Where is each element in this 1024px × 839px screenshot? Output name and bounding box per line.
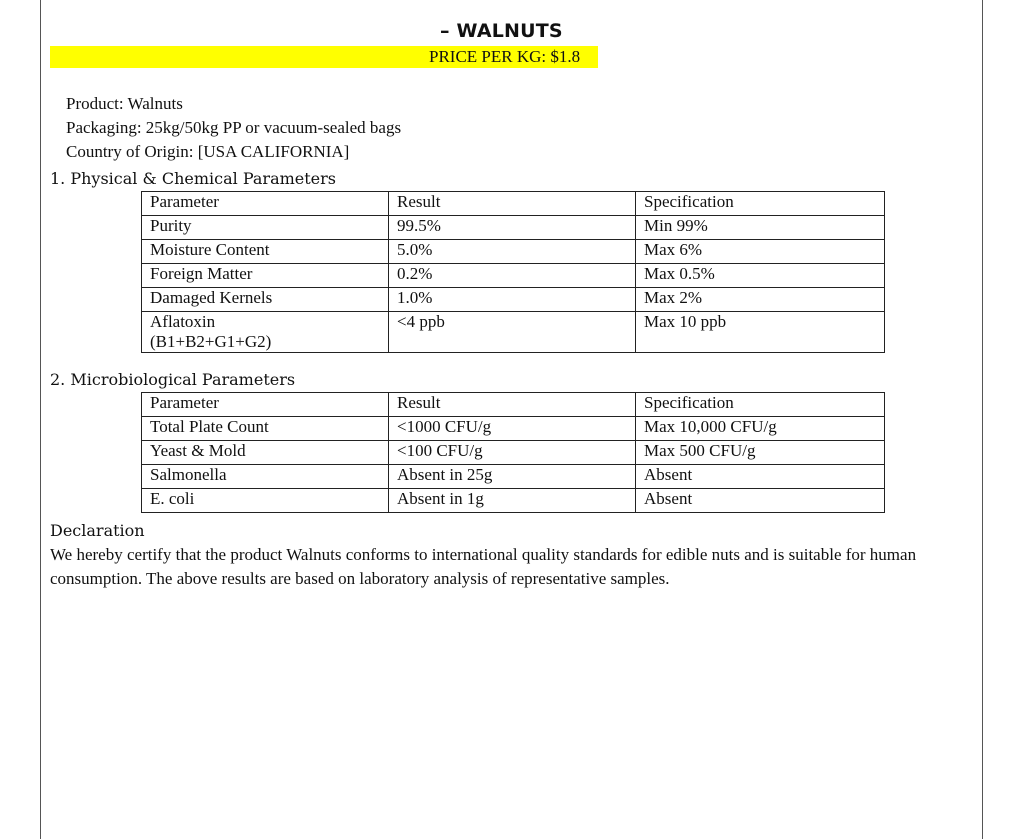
- specification-cell: Max 500 CFU/g: [636, 441, 885, 465]
- product-line: Product: Walnuts: [66, 94, 183, 113]
- origin-line: Country of Origin: [USA CALIFORNIA]: [66, 142, 350, 161]
- specification-cell: Max 10 ppb: [636, 312, 885, 353]
- specification-cell: Max 0.5%: [636, 264, 885, 288]
- specification-cell: Max 6%: [636, 240, 885, 264]
- result-cell: Absent in 25g: [389, 465, 636, 489]
- table-row: [142, 240, 885, 264]
- parameter-cell: Total Plate Count: [142, 417, 389, 441]
- parameter-cell: Salmonella: [142, 465, 389, 489]
- header-cell: Parameter: [142, 192, 389, 216]
- parameter-cell: Moisture Content: [142, 240, 389, 264]
- result-cell: 0.2%: [389, 264, 636, 288]
- aflatoxin-detail: (B1+B2+G1+G2): [150, 332, 272, 351]
- section-heading-microbiological: 2. Microbiological Parameters: [50, 370, 296, 389]
- table-row: [142, 264, 885, 288]
- table-row: [142, 417, 885, 441]
- header-cell: Result: [389, 192, 636, 216]
- page-left-border: [40, 0, 41, 839]
- table-row: [142, 312, 885, 353]
- result-cell: <1000 CFU/g: [389, 417, 636, 441]
- microbiological-table: [141, 392, 885, 513]
- result-cell: 5.0%: [389, 240, 636, 264]
- table-row: [142, 441, 885, 465]
- price-per-kg: PRICE PER KG: $1.8: [429, 47, 581, 66]
- header-cell: Specification: [636, 393, 885, 417]
- parameter-cell: E. coli: [142, 489, 389, 513]
- result-cell: <100 CFU/g: [389, 441, 636, 465]
- physical-chemical-table: [141, 191, 885, 353]
- aflatoxin-label: Aflatoxin: [150, 312, 216, 331]
- page-right-border: [982, 0, 983, 839]
- table-header-row: [142, 192, 885, 216]
- table-row: [142, 216, 885, 240]
- declaration-text: We hereby certify that the product Walnuts conforms to international quality standards for edible nuts and is suitable for human consumption. The above results are based on laboratory analysis of representative samples.: [50, 545, 917, 588]
- parameter-cell: Yeast & Mold: [142, 441, 389, 465]
- section-heading-physical-chemical: 1. Physical & Chemical Parameters: [50, 169, 336, 188]
- result-cell: 1.0%: [389, 288, 636, 312]
- header-cell: Result: [389, 393, 636, 417]
- parameter-cell: [142, 312, 389, 353]
- result-cell: Absent in 1g: [389, 489, 636, 513]
- table-row: [142, 465, 885, 489]
- table-row: [142, 288, 885, 312]
- declaration-heading: Declaration: [50, 521, 145, 540]
- document-title: – WALNUTS: [440, 20, 563, 42]
- parameter-cell: Purity: [142, 216, 389, 240]
- table-row: [142, 489, 885, 513]
- specification-cell: Max 2%: [636, 288, 885, 312]
- specification-cell: Absent: [636, 489, 885, 513]
- parameter-cell: Foreign Matter: [142, 264, 389, 288]
- header-cell: Parameter: [142, 393, 389, 417]
- packaging-line: Packaging: 25kg/50kg PP or vacuum-sealed bags: [66, 118, 402, 137]
- specification-cell: Min 99%: [636, 216, 885, 240]
- result-cell: <4 ppb: [389, 312, 636, 353]
- specification-cell: Max 10,000 CFU/g: [636, 417, 885, 441]
- parameter-cell: Damaged Kernels: [142, 288, 389, 312]
- table-header-row: [142, 393, 885, 417]
- specification-cell: Absent: [636, 465, 885, 489]
- result-cell: 99.5%: [389, 216, 636, 240]
- header-cell: Specification: [636, 192, 885, 216]
